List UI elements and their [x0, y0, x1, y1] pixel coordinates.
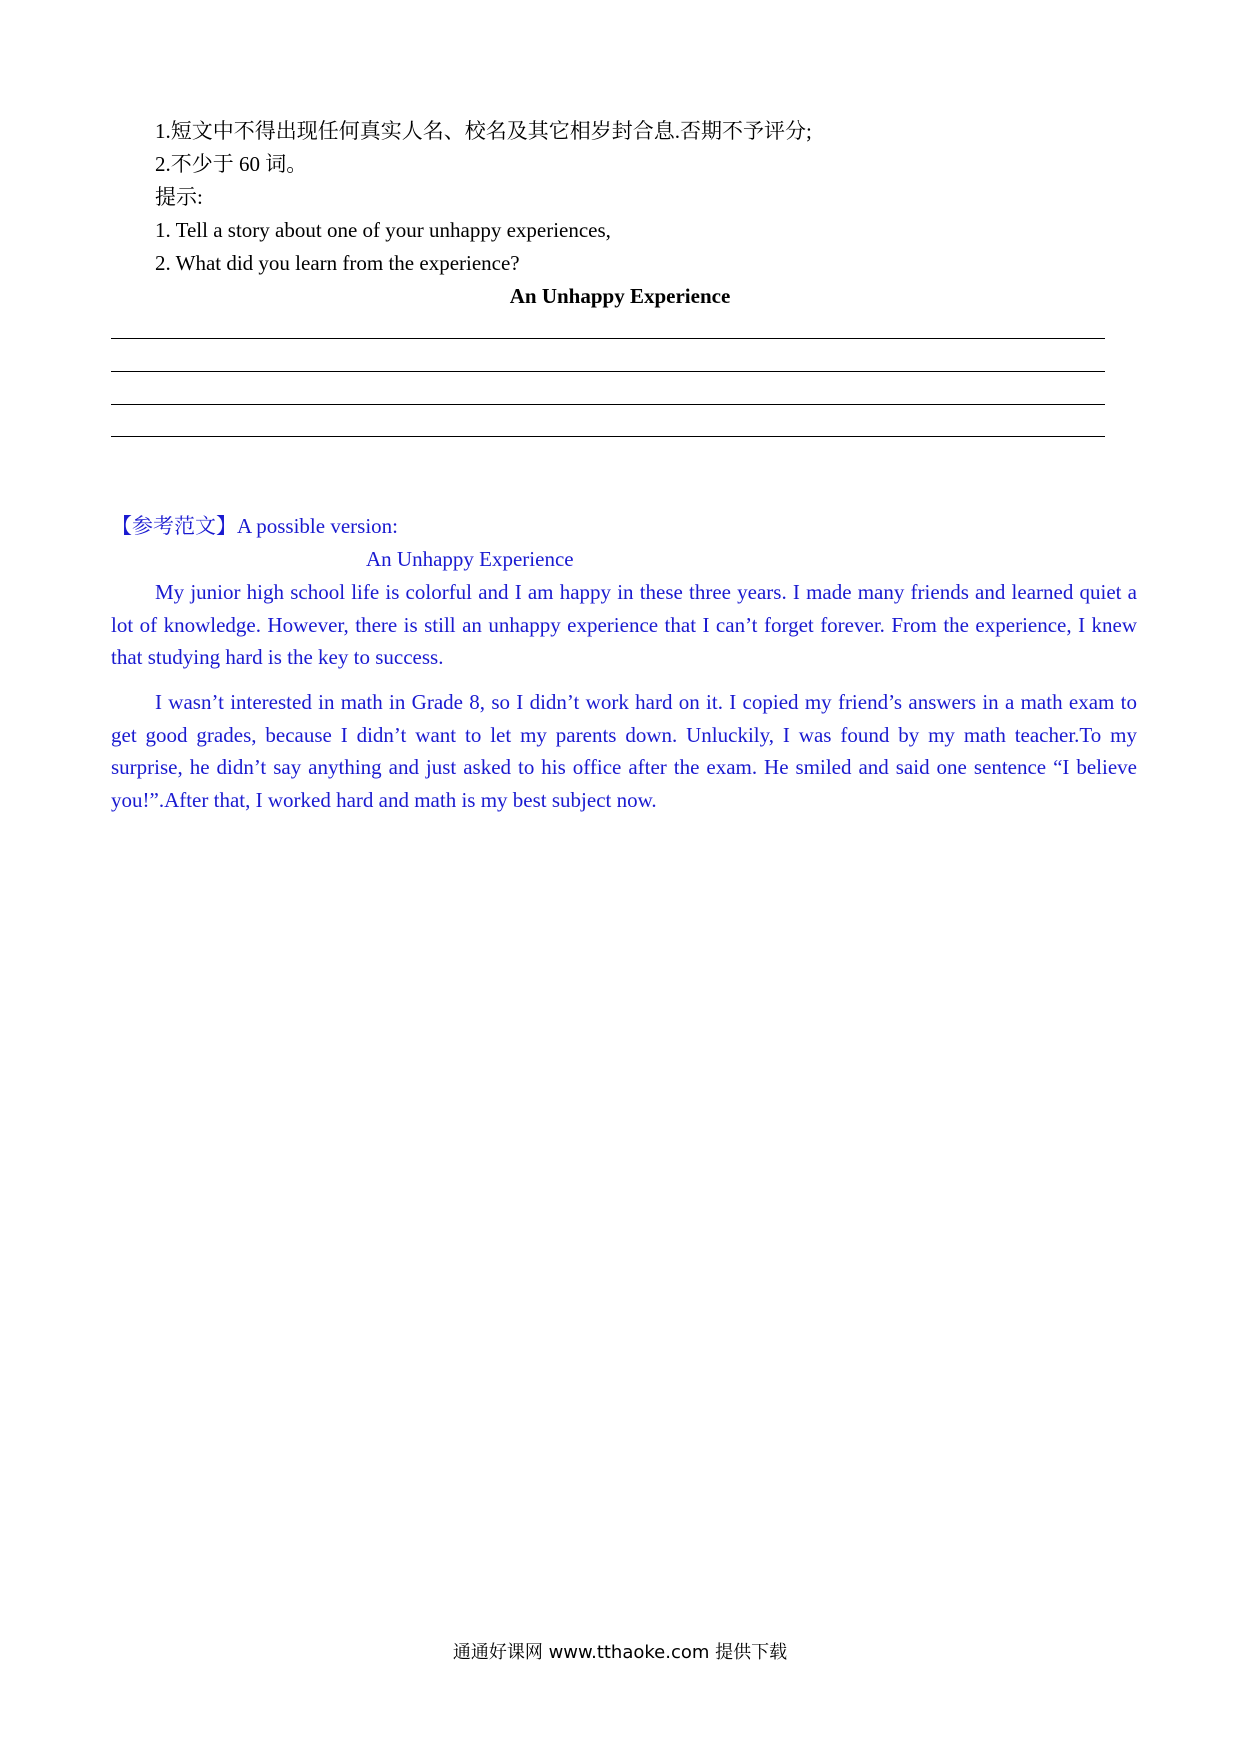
reference-header: 【参考范文】A possible version:: [111, 514, 398, 538]
hint-2: 2. What did you learn from the experience?: [155, 251, 520, 275]
requirement-1: 1.短文中不得出现任何真实人名、校名及其它相岁封合息.否期不予评分;: [155, 119, 812, 143]
writing-line: [111, 371, 1105, 372]
writing-line: [111, 404, 1105, 405]
reference-title: An Unhappy Experience: [366, 547, 574, 571]
hint-1: 1. Tell a story about one of your unhappy experiences,: [155, 218, 611, 242]
essay-title-text: An Unhappy Experience: [509, 284, 731, 308]
hint-label: 提示:: [155, 185, 203, 209]
writing-line: [111, 338, 1105, 339]
footer-watermark: 通通好课网 www.tthaoke.com 提供下载: [452, 1642, 788, 1663]
essay-title: [0, 283, 1240, 309]
requirement-2: 2.不少于 60 词。: [155, 152, 308, 176]
writing-line: [111, 436, 1105, 437]
reference-paragraph-2: I wasn’t interested in math in Grade 8, so I didn’t work hard on it. I copied my friend’s answers in a math exam to get good grades, because I didn’t want to let my parents down. Unluckily, I was found by my math teacher.To my surprise, he didn’t say anything and just asked to his office after the exam. He smiled and said one sentence “I believe you!”.After that, I worked hard and math is my best subject now.: [111, 690, 1137, 813]
reference-paragraph-1: My junior high school life is colorful and I am happy in these three years. I made many friends and learned quiet a lot of knowledge. However, there is still an unhappy experience that I can’t forget forever. From the experience, I knew that studying hard is the key to success.: [111, 580, 1137, 670]
